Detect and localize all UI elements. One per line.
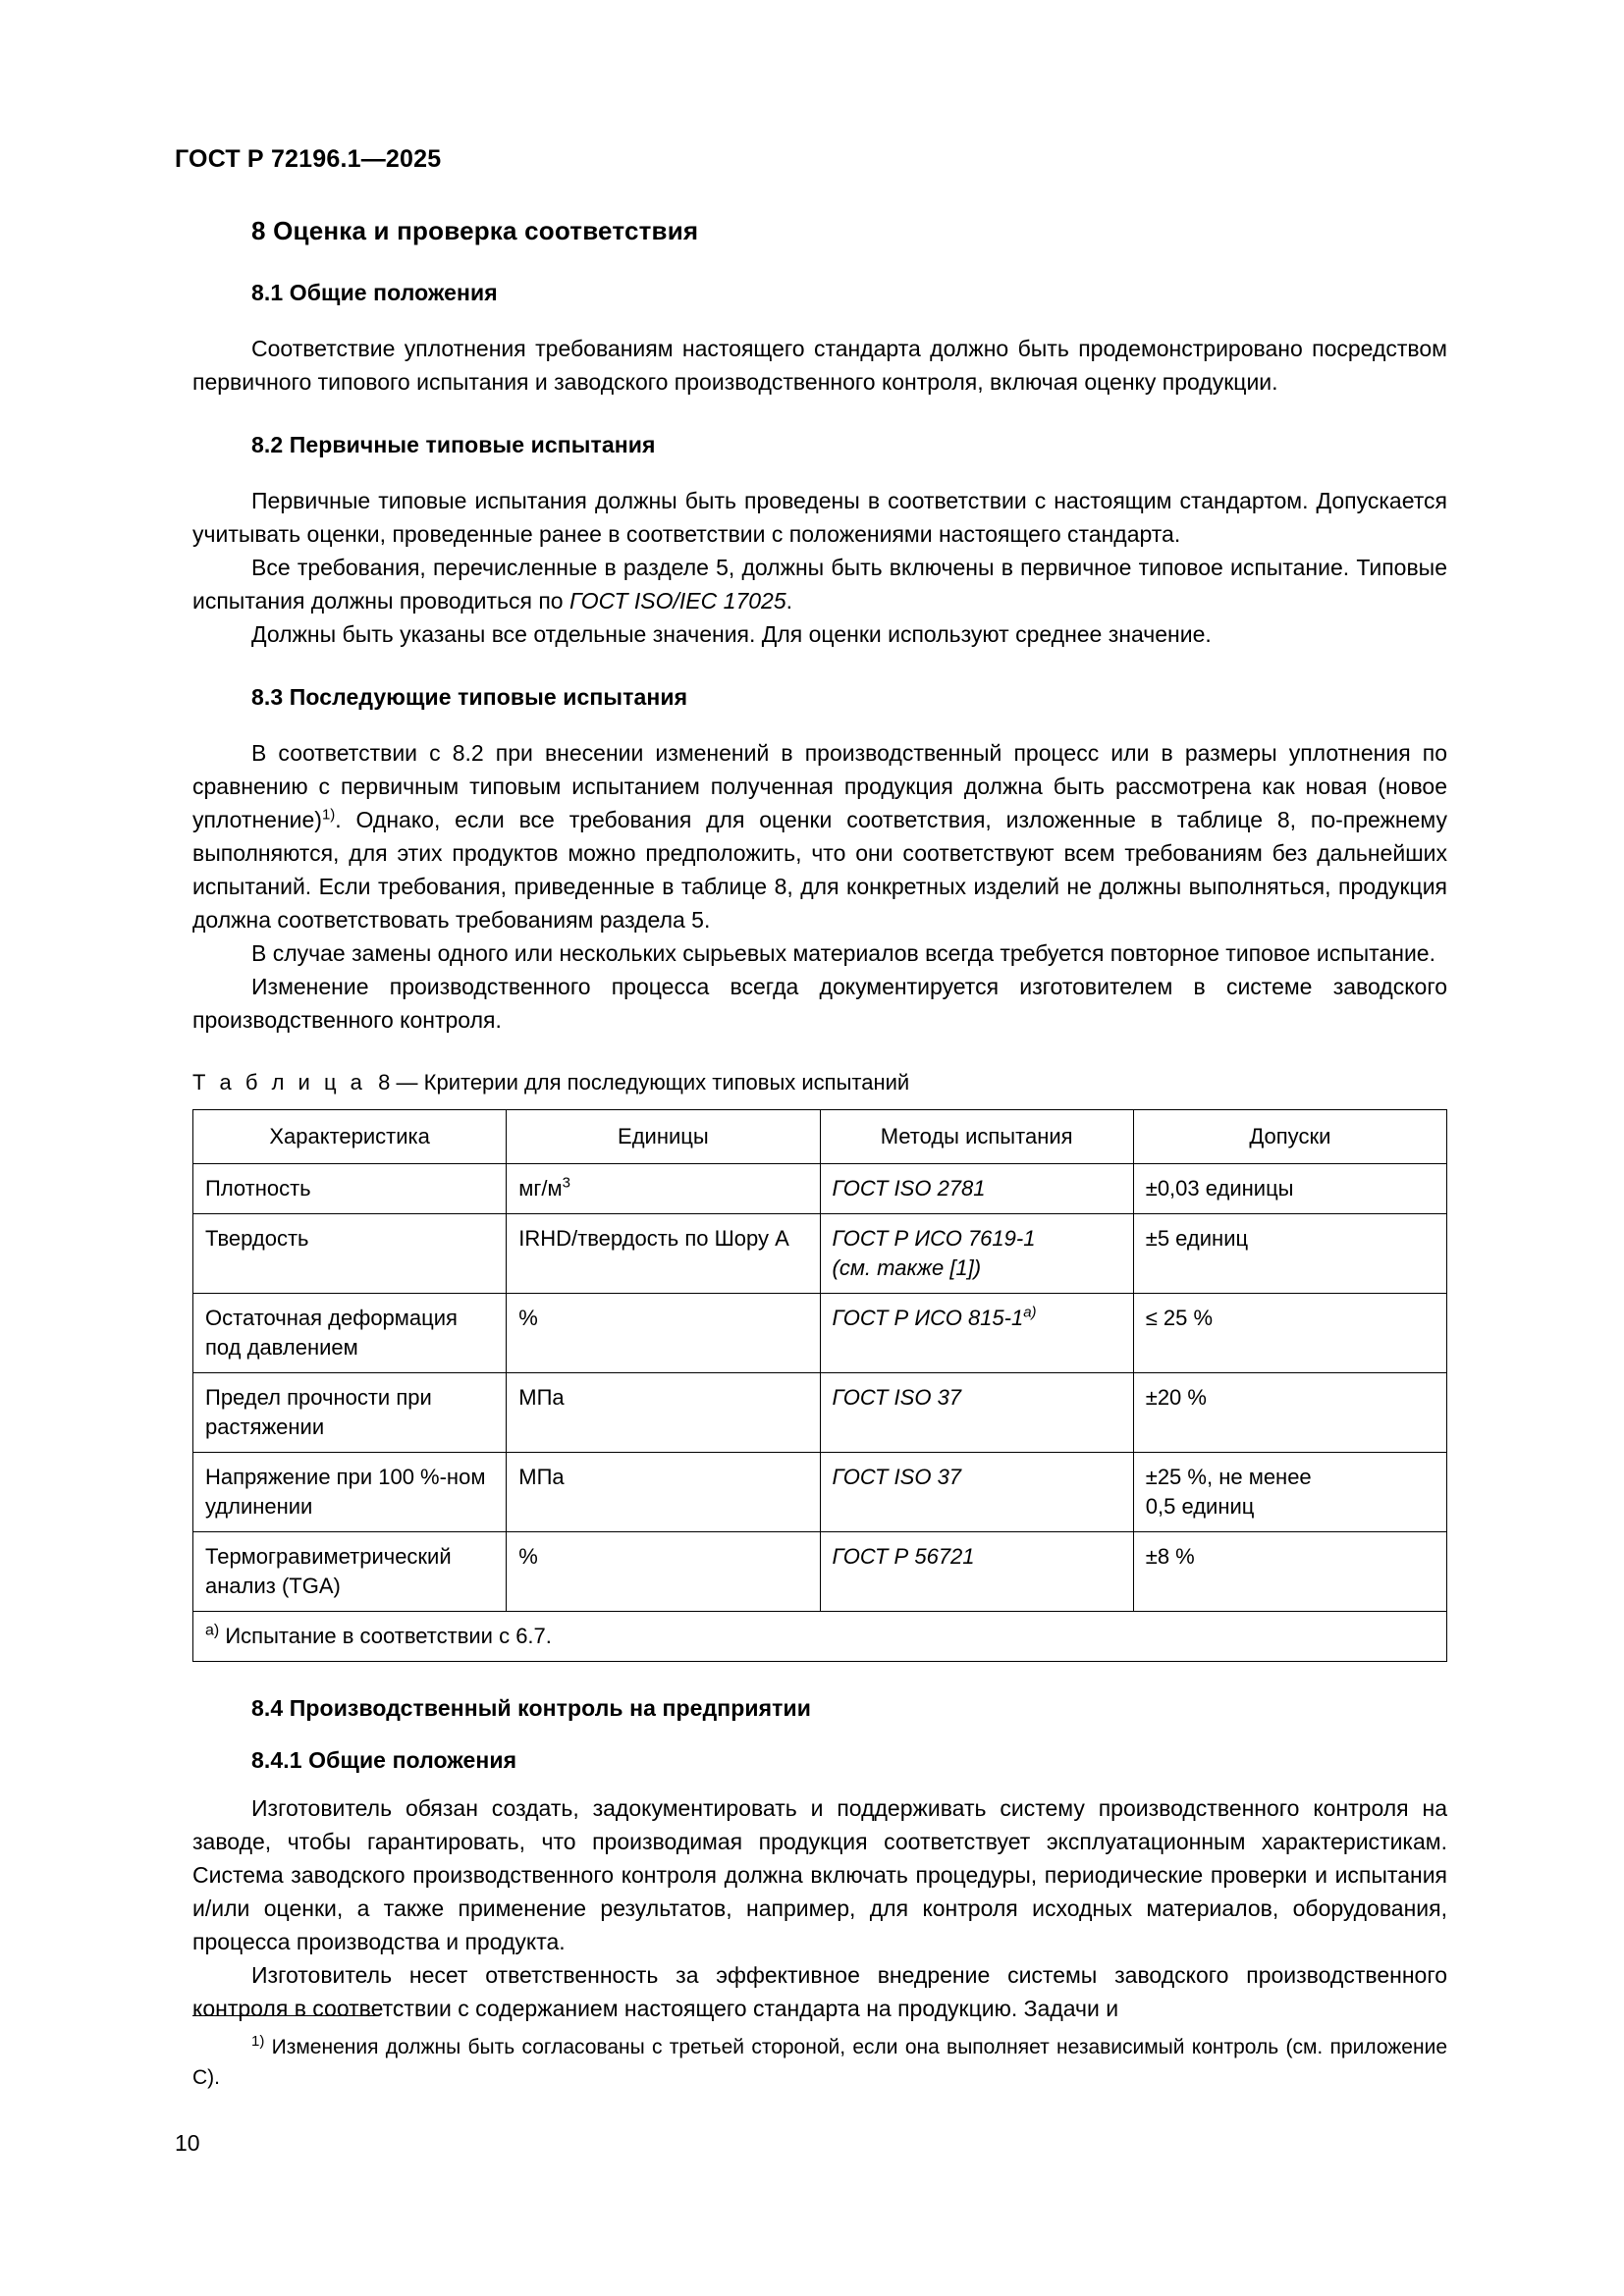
- cell-tolerance-text: ±25 %, не менее: [1145, 1465, 1312, 1489]
- standard-reference-iso-iec-17025: ГОСТ ISO/IEC 17025: [568, 588, 786, 614]
- cell-unit: %: [507, 1294, 820, 1373]
- section-8-heading: 8 Оценка и проверка соответствия: [251, 216, 699, 245]
- footnote-1: [192, 2032, 1447, 2093]
- table-row: [193, 1453, 1447, 1532]
- cell-characteristic: Плотность: [193, 1164, 507, 1214]
- cell-method: [820, 1453, 1133, 1532]
- page-number: 10: [175, 2130, 200, 2156]
- cell-unit: МПа: [507, 1453, 820, 1532]
- cell-unit: [507, 1164, 820, 1214]
- cell-tolerance: ±5 единиц: [1133, 1214, 1446, 1294]
- cell-characteristic: Остаточная деформация под давлением: [193, 1294, 507, 1373]
- section-8-3-paragraph-1-part-a: В соответствии с 8.2 при внесении изменений в производственный процесс или в размеры уплотнения по сравнению с первичным типовым испытанием полученная продукция должна быть рассмотрена как новая (новое уплотнение): [192, 740, 1447, 832]
- cell-unit: %: [507, 1532, 820, 1612]
- section-8-1-paragraph-1: Соответствие уплотнения требованиям настоящего стандарта должно быть продемонстрировано посредством первичного типового испытания и заводского производственного контроля, включая оценку продукции.: [192, 336, 1447, 395]
- table-note-superscript: а): [205, 1622, 220, 1639]
- section-8-2-paragraph-2-part-b: .: [785, 588, 792, 614]
- section-8-3-heading: 8.3 Последующие типовые испытания: [251, 684, 688, 710]
- cell-characteristic: Твердость: [193, 1214, 507, 1294]
- cell-unit: IRHD/твердость по Шору А: [507, 1214, 820, 1294]
- cell-method-text: ГОСТ ISO 37: [832, 1465, 962, 1489]
- footnote-separator: [192, 2015, 379, 2016]
- cell-method: [820, 1532, 1133, 1612]
- footnote-marker-1: 1): [321, 806, 336, 824]
- table-row: [193, 1214, 1447, 1294]
- cell-tolerance: ±0,03 единицы: [1133, 1164, 1446, 1214]
- table-note-row: [193, 1612, 1447, 1662]
- cell-method-text: ГОСТ ISO 37: [832, 1385, 962, 1410]
- table-header-row: [193, 1110, 1447, 1164]
- cell-method: [820, 1373, 1133, 1453]
- cell-method-text: ГОСТ Р ИСО 815-1: [832, 1306, 1024, 1330]
- section-8-3-paragraph-1-part-b: . Однако, если все требования для оценки соответствия, изложенные в таблице 8, по-прежнему выполняются, для этих продуктов можно предположить, что они соответствуют всем требованиям без дальнейших испытаний. Если требования, приведенные в таблице 8, для конкретных изделий не должны выполняться, продукция должна соответствовать требованиям раздела 5.: [192, 807, 1447, 933]
- page-header-standard: ГОСТ Р 72196.1—2025: [175, 145, 442, 173]
- cell-unit-text: мг/м: [518, 1176, 563, 1201]
- section-8-4-heading: 8.4 Производственный контроль на предприятии: [251, 1695, 812, 1721]
- table-row: [193, 1164, 1447, 1214]
- table-8-caption-number: 8: [378, 1070, 391, 1095]
- cell-tolerance: ±8 %: [1133, 1532, 1446, 1612]
- footnote-marker: 1): [251, 2033, 265, 2050]
- section-8-2-paragraph-2: [192, 551, 1447, 617]
- table-row: [193, 1532, 1447, 1612]
- table-header-test-methods: Методы испытания: [820, 1110, 1133, 1164]
- cell-unit-superscript: 3: [562, 1174, 570, 1192]
- cell-method-text: ГОСТ ISO 2781: [832, 1176, 986, 1201]
- section-8-4-1-paragraph-2: Изготовитель несет ответственность за эффективное внедрение системы заводского производственного контроля в соответствии с содержанием настоящего стандарта на продукцию. Задачи и: [192, 1962, 1447, 2021]
- table-header-tolerances: Допуски: [1133, 1110, 1446, 1164]
- page-content: [192, 216, 1447, 2025]
- cell-tolerance-extra: 0,5 единиц: [1145, 1494, 1255, 1519]
- table-note: [193, 1612, 1447, 1662]
- table-row: [193, 1373, 1447, 1453]
- table-8-caption: [192, 1070, 1447, 1095]
- table-8-caption-label: Т а б л и ц а: [192, 1070, 366, 1095]
- section-8-2-paragraph-1: Первичные типовые испытания должны быть проведены в соответствии с настоящим стандартом. Допускается учитывать оценки, проведенные ранее в соответствии с положениями настоящего стандарта.: [192, 488, 1447, 547]
- section-8-3-paragraph-3: Изменение производственного процесса всегда документируется изготовителем в системе заводского производственного контроля.: [192, 974, 1447, 1033]
- cell-characteristic: Напряжение при 100 %-ном удлинении: [193, 1453, 507, 1532]
- cell-method-text: ГОСТ Р 56721: [832, 1544, 975, 1569]
- section-8-3-paragraph-2: В случае замены одного или нескольких сырьевых материалов всегда требуется повторное типовое испытание.: [251, 940, 1435, 966]
- cell-method: [820, 1214, 1133, 1294]
- table-note-text: Испытание в соответствии с 6.7.: [225, 1624, 552, 1648]
- table-header-units: Единицы: [507, 1110, 820, 1164]
- table-header-characteristic: Характеристика: [193, 1110, 507, 1164]
- section-8-4-1-paragraph-1: Изготовитель обязан создать, задокументировать и поддерживать систему производственного контроля на заводе, чтобы гарантировать, что производимая продукция соответствует эксплуатационным характеристикам. Система заводского производственного контроля должна включать процедуры, периодические проверки и испытания и/или оценки, а также применение результатов, например, для контроля исходных материалов, оборудования, процесса производства и продукта.: [192, 1795, 1447, 1954]
- cell-method-superscript: а): [1023, 1304, 1037, 1321]
- cell-characteristic: Предел прочности при растяжении: [193, 1373, 507, 1453]
- table-row: [193, 1294, 1447, 1373]
- section-8-1-heading: 8.1 Общие положения: [251, 280, 498, 305]
- cell-method-text: ГОСТ Р ИСО 7619-1: [832, 1226, 1036, 1251]
- table-8: [192, 1109, 1447, 1662]
- table-8-caption-text: — Критерии для последующих типовых испытаний: [396, 1070, 910, 1095]
- cell-tolerance: [1133, 1453, 1446, 1532]
- cell-tolerance: ≤ 25 %: [1133, 1294, 1446, 1373]
- section-8-2-paragraph-2-part-a: Все требования, перечисленные в разделе 5, должны быть включены в первичное типовое испытание. Типовые испытания должны проводиться по: [192, 555, 1447, 614]
- cell-unit: МПа: [507, 1373, 820, 1453]
- footnote-text: Изменения должны быть согласованы с третьей стороной, если она выполняет независимый контроль (см. приложение С).: [192, 2036, 1447, 2089]
- cell-method-extra: (см. также [1]): [832, 1255, 982, 1280]
- cell-method: [820, 1294, 1133, 1373]
- section-8-2-paragraph-3: Должны быть указаны все отдельные значения. Для оценки используют среднее значение.: [251, 621, 1212, 647]
- section-8-3-paragraph-1: [192, 736, 1447, 936]
- cell-tolerance: ±20 %: [1133, 1373, 1446, 1453]
- section-8-2-heading: 8.2 Первичные типовые испытания: [251, 432, 656, 457]
- cell-characteristic: Термогравиметрический анализ (TGA): [193, 1532, 507, 1612]
- cell-method: [820, 1164, 1133, 1214]
- section-8-4-1-heading: 8.4.1 Общие положения: [251, 1747, 517, 1773]
